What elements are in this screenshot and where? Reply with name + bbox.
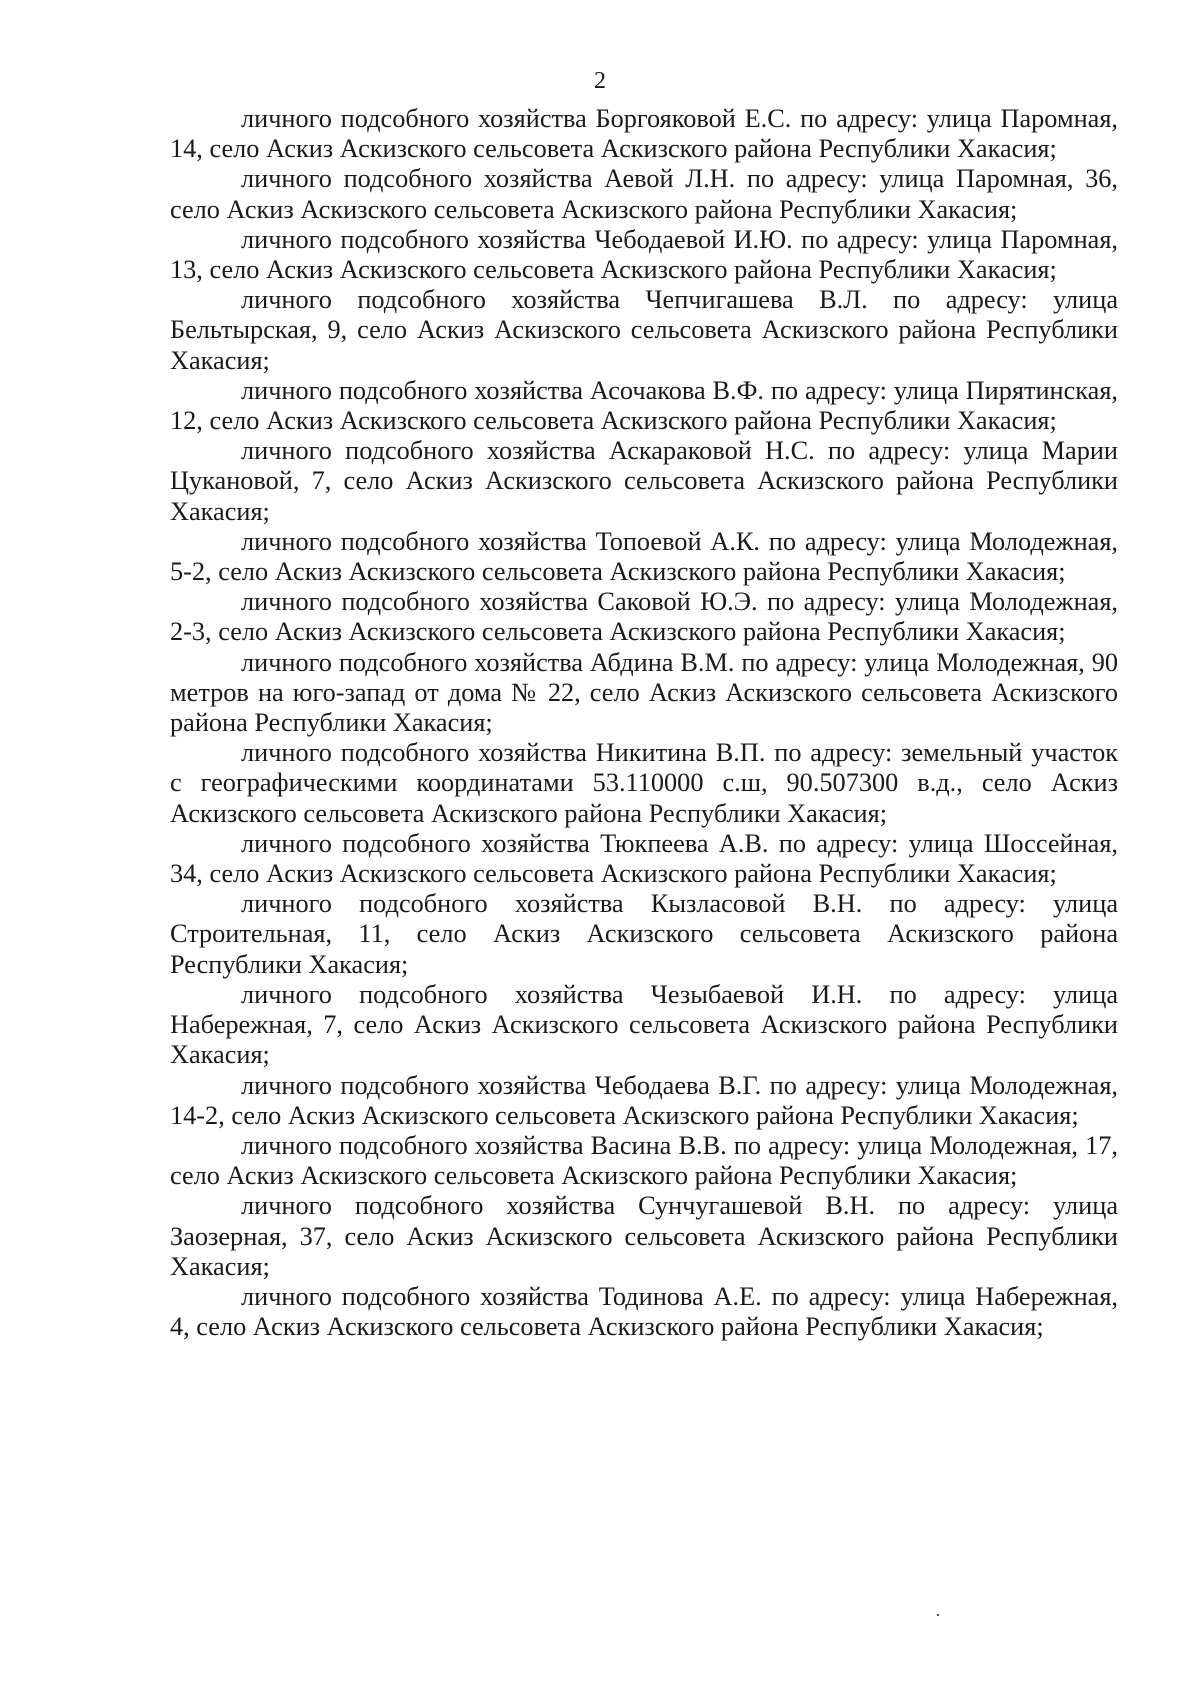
page-number: 2 [594, 68, 606, 94]
list-item: личного подсобного хозяйства Тюкпеева А.В. по адресу: улица Шоссейная, 34, село Аскиз Аскизского сельсовета Аскизского района Республики Хакасия; [170, 828, 1118, 889]
list-item: личного подсобного хозяйства Аскараковой Н.С. по адресу: улица Марии Цукановой, 7, село Аскиз Аскизского сельсовета Аскизского района Республики Хакасия; [170, 436, 1118, 526]
scan-speck [937, 1614, 939, 1616]
list-item: личного подсобного хозяйства Чебодаевой И.Ю. по адресу: улица Паромная, 13, село Аскиз Аскизского сельсовета Аскизского района Республики Хакасия; [170, 224, 1118, 285]
list-item: личного подсобного хозяйства Асочакова В.Ф. по адресу: улица Пирятинская, 12, село Аскиз Аскизского сельсовета Аскизского района Республики Хакасия; [170, 375, 1118, 436]
list-item: личного подсобного хозяйства Абдина В.М. по адресу: улица Молодежная, 90 метров на юго-запад от дома № 22, село Аскиз Аскизского сельсовета Аскизского района Республики Хакасия; [170, 647, 1118, 738]
list-item: личного подсобного хозяйства Боргояковой Е.С. по адресу: улица Паромная, 14, село Аскиз Аскизского сельсовета Аскизского района Республики Хакасия; [170, 104, 1118, 164]
list-item: личного подсобного хозяйства Чебодаева В.Г. по адресу: улица Молодежная, 14-2, село Аскиз Аскизского сельсовета Аскизского района Республики Хакасия; [170, 1070, 1118, 1130]
list-item: личного подсобного хозяйства Тодинова А.Е. по адресу: улица Набережная, 4, село Аскиз Аскизского сельсовета Аскизского района Республики Хакасия; [170, 1281, 1118, 1342]
list-item: личного подсобного хозяйства Саковой Ю.Э. по адресу: улица Молодежная, 2-3, село Аскиз Аскизского сельсовета Аскизского района Республики Хакасия; [170, 587, 1118, 647]
list-item: личного подсобного хозяйства Чезыбаевой И.Н. по адресу: улица Набережная, 7, село Аскиз Аскизского сельсовета Аскизского района Республики Хакасия; [170, 979, 1118, 1070]
list-item: личного подсобного хозяйства Чепчигашева В.Л. по адресу: улица Бельтырская, 9, село Аскиз Аскизского сельсовета Аскизского района Республики Хакасия; [170, 285, 1118, 375]
list-item: личного подсобного хозяйства Сунчугашевой В.Н. по адресу: улица Заозерная, 37, село Аскиз Аскизского сельсовета Аскизского района Республики Хакасия; [170, 1191, 1118, 1281]
list-item: личного подсобного хозяйства Васина В.В. по адресу: улица Молодежная, 17, село Аскиз Аскизского сельсовета Аскизского района Республики Хакасия; [170, 1130, 1118, 1191]
list-item: личного подсобного хозяйства Аевой Л.Н. по адресу: улица Паромная, 36, село Аскиз Аскизского сельсовета Аскизского района Республики Хакасия; [170, 164, 1118, 224]
entries-list [170, 104, 1118, 1342]
list-item: личного подсобного хозяйства Топоевой А.К. по адресу: улица Молодежная, 5-2, село Аскиз Аскизского сельсовета Аскизского района Республики Хакасия; [170, 526, 1118, 587]
list-item: личного подсобного хозяйства Никитина В.П. по адресу: земельный участок с географическими координатами 53.110000 с.ш, 90.507300 в.д., село Аскиз Аскизского сельсовета Аскизского района Республики Хакасия; [170, 738, 1118, 828]
list-item: личного подсобного хозяйства Кызласовой В.Н. по адресу: улица Строительная, 11, село Аскиз Аскизского сельсовета Аскизского района Республики Хакасия; [170, 889, 1118, 979]
